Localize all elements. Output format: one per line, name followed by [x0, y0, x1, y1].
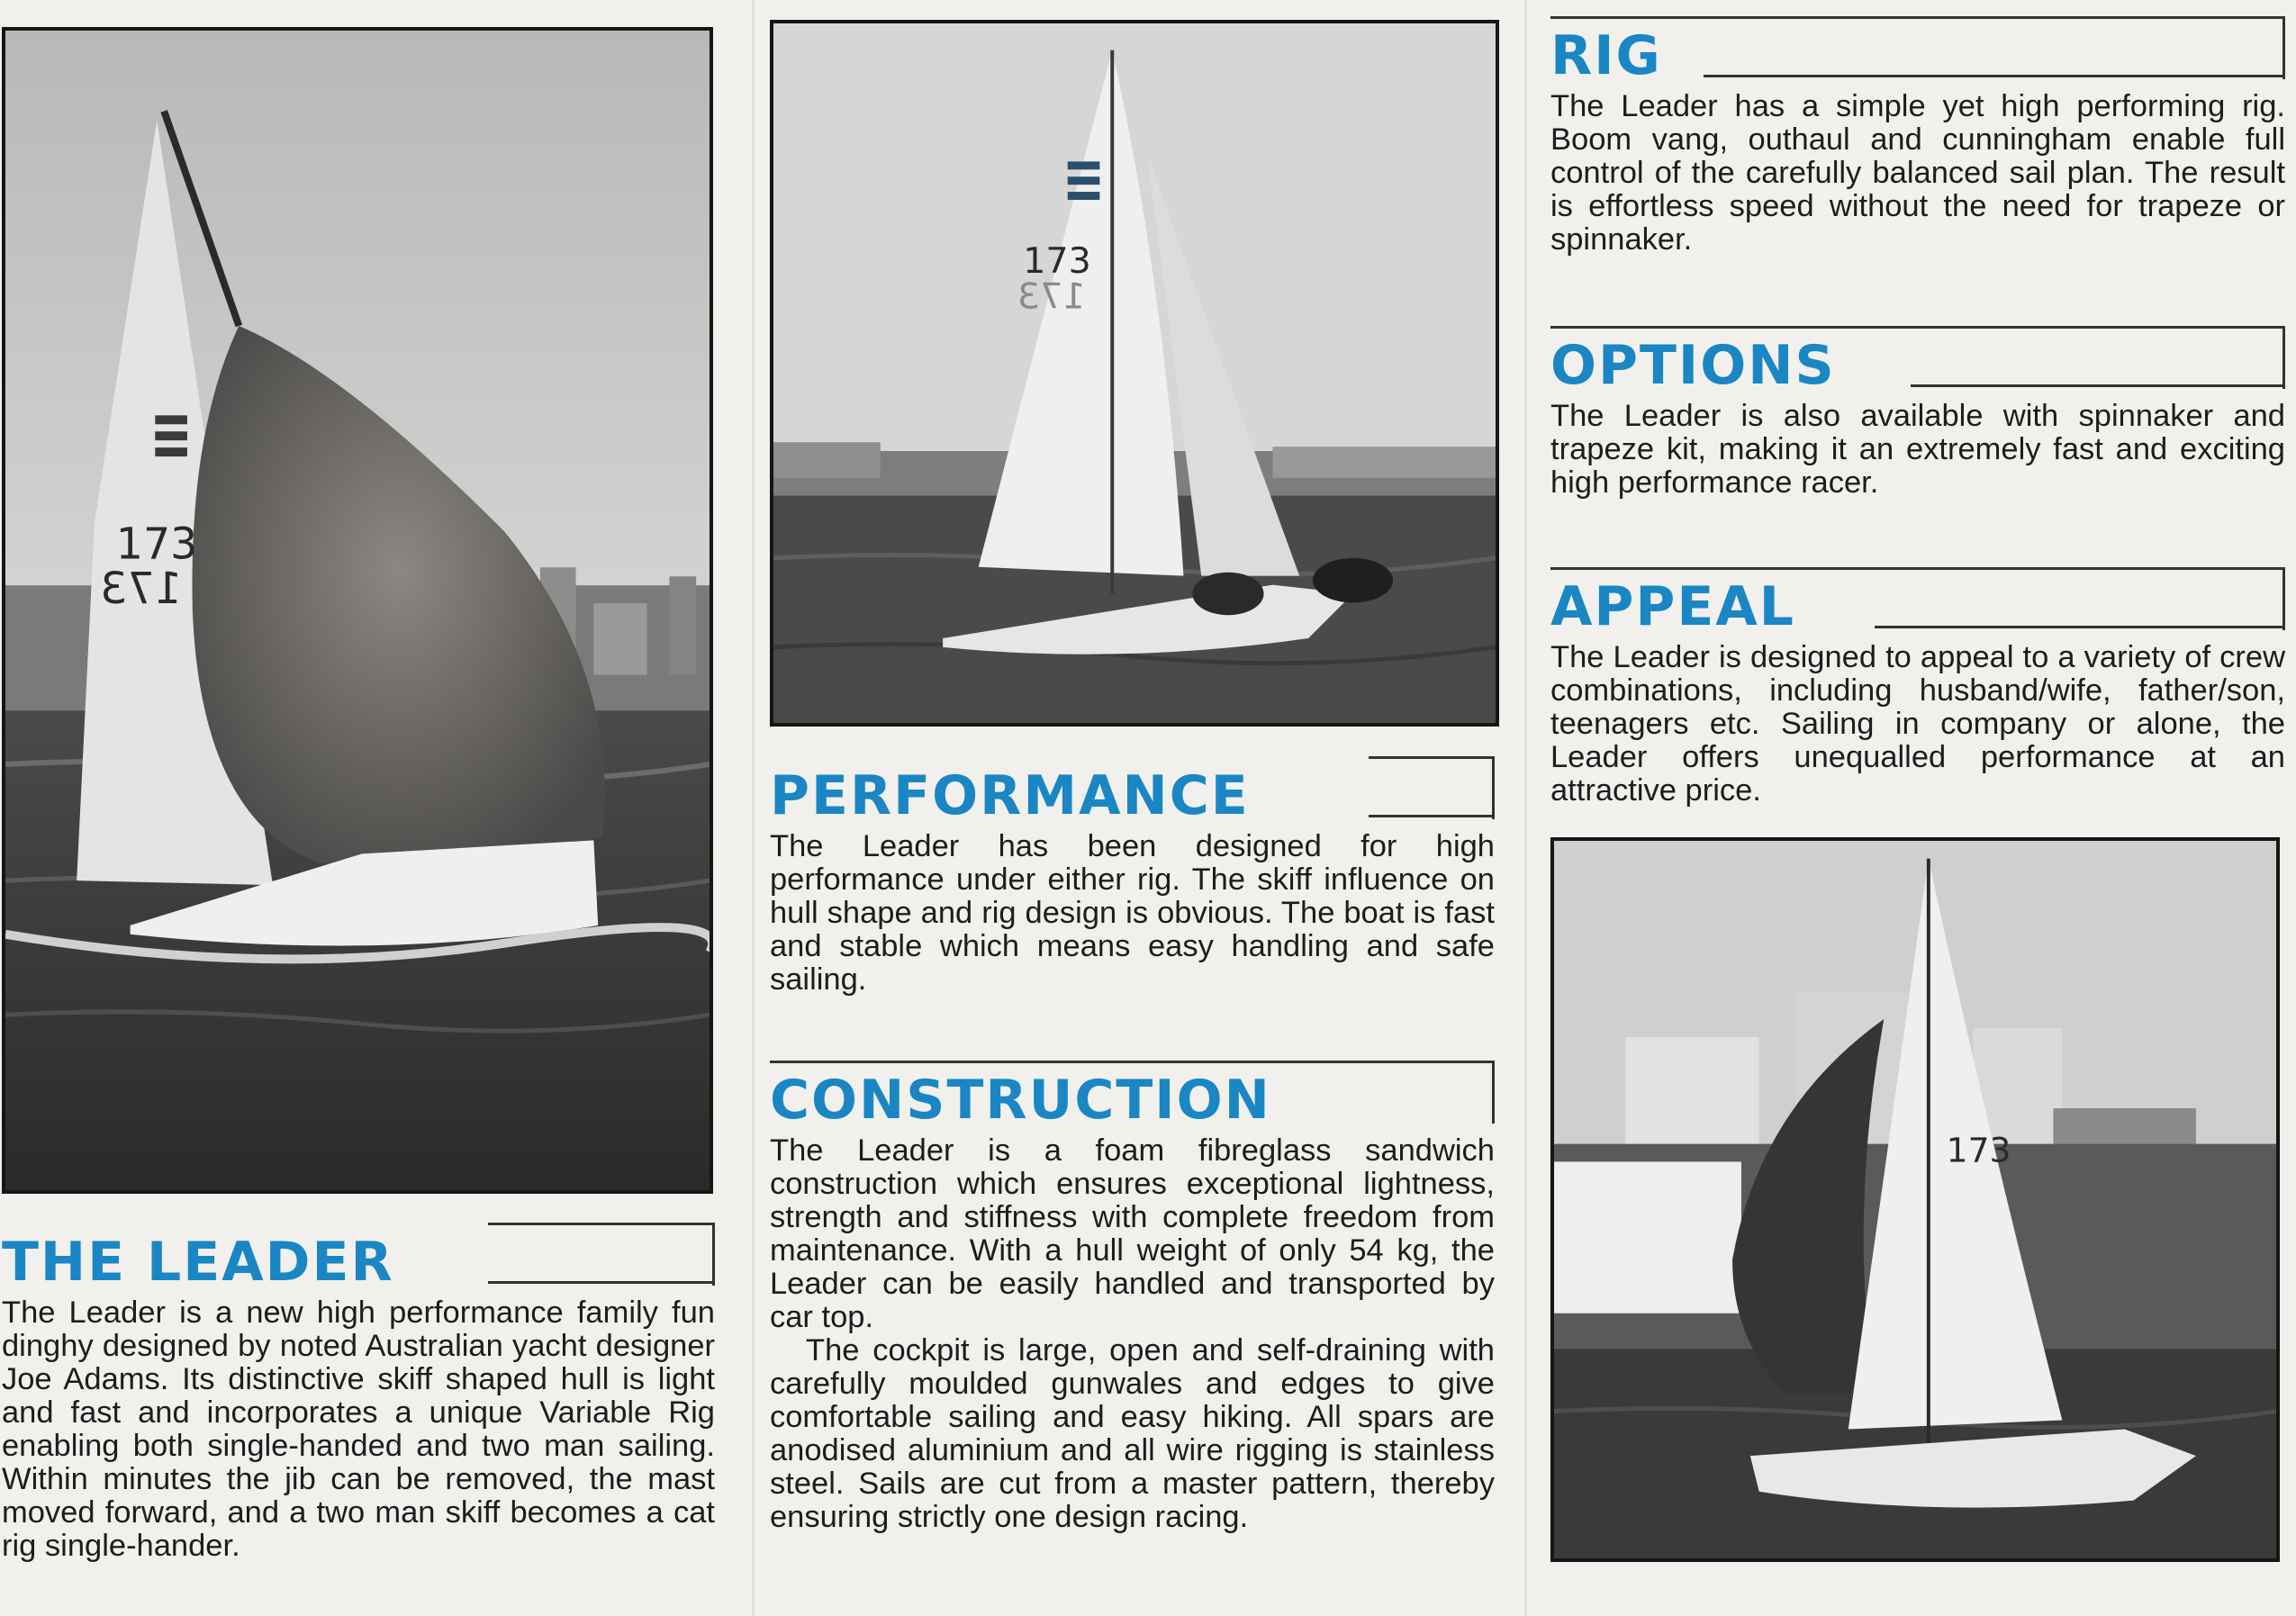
section-body: The Leader is a new high performance family fun dinghy designed by noted Australian yacht designer Joe Adams. Its distinctive skiff shaped hull is light and fast and incorporates a unique Variable Rig enabling both single-handed and two man sailing. Within minutes the jib can be removed, the mast moved forward, and a two man skiff becomes a cat rig single-hander.: [2, 1296, 715, 1563]
section-appeal: [1550, 567, 2285, 808]
section-heading: RIG: [1550, 29, 1680, 83]
heading-underline: [1369, 815, 1495, 817]
sail-number: 173: [1946, 1130, 2011, 1170]
sail-number: 173: [1023, 240, 1091, 283]
section-body: The Leader has been designed for high performance under either rig. The skiff influence on hull shape and rig design is obvious. The boat is fast and stable which means easy handling and safe sailing.: [770, 829, 1495, 997]
section-the-leader: [2, 1223, 715, 1563]
heading-underline: [488, 1281, 715, 1284]
sail-number: 173: [115, 519, 198, 570]
section-heading: THE LEADER: [2, 1235, 412, 1289]
section-rig: [1550, 16, 2285, 257]
section-body: The Leader has a simple yet high performing rig. Boom vang, outhaul and cunningham enable full control of the carefully balanced sail plan. The result is effortless speed without the need for trapeze or spinnaker.: [1550, 89, 2285, 257]
photo-two-crew-dinghy: [770, 20, 1499, 727]
heading-underline: [1875, 626, 2285, 628]
heading-rule-box: [488, 1223, 715, 1286]
section-body: The Leader is also available with spinnaker and trapeze kit, making it an extremely fast and exciting high performance racer.: [1550, 399, 2285, 500]
section-options: [1550, 326, 2285, 500]
photo-harbour-dinghy: [1550, 837, 2280, 1562]
section-heading: CONSTRUCTION: [770, 1073, 1289, 1127]
sail-number-mirrored: 173: [100, 564, 182, 615]
section-construction: [770, 1061, 1495, 1534]
section-performance: [770, 756, 1495, 997]
sail-number-mirrored: 173: [1017, 275, 1086, 318]
section-heading: APPEAL: [1550, 580, 1813, 634]
section-body: The Leader is a foam fibreglass sandwich construction which ensures exceptional lightness, strength and stiffness with complete freedom from maintenance. With a hull weight of only 54 kg, the Leader can be easily handled and transported by car top.: [770, 1133, 1495, 1334]
heading-underline: [1704, 75, 2285, 77]
fold-line: [752, 0, 755, 1616]
section-heading: PERFORMANCE: [770, 769, 1268, 823]
heading-rule-box: [1369, 756, 1495, 819]
section-heading: OPTIONS: [1550, 339, 1854, 393]
section-body: The Leader is designed to appeal to a variety of crew combinations, including husband/wife, father/son, teenagers etc. Sailing in company or alone, the Leader offers unequalled performance at an attractive price.: [1550, 640, 2285, 808]
section-body: The cockpit is large, open and self-draining with carefully moulded gunwales and edges to give comfortable sailing and easy hiking. All spars are anodised aluminium and all wire rigging is stainless steel. Sails are cut from a master pattern, thereby ensuring strictly one design racing.: [770, 1333, 1495, 1534]
photo-spinnaker-dinghy: [2, 27, 713, 1194]
heading-underline: [1911, 384, 2285, 387]
fold-line: [1524, 0, 1527, 1616]
